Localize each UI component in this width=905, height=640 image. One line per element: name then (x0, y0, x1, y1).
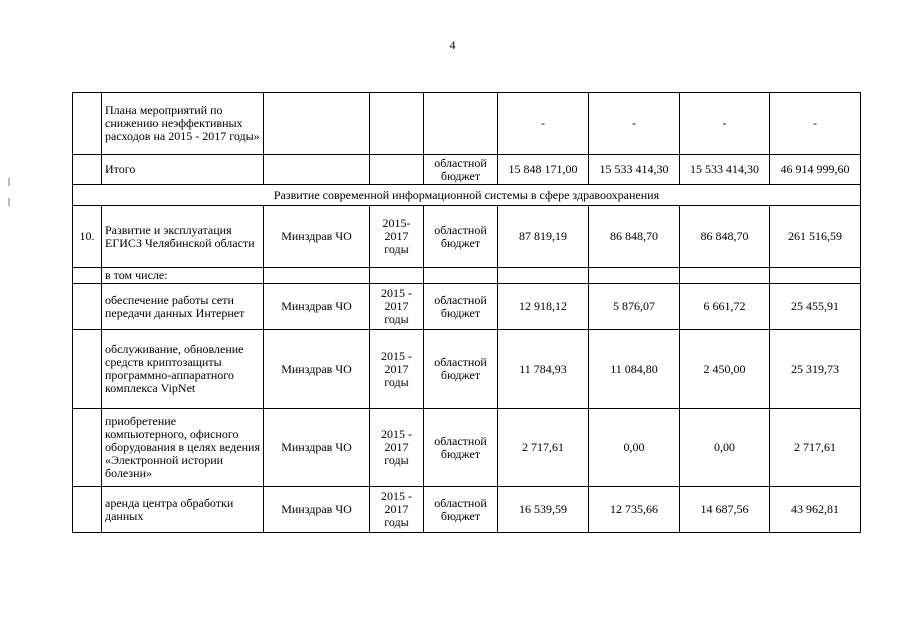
period: 2015 - 2017 годы (370, 487, 424, 533)
value-2016: 5 876,07 (589, 284, 680, 330)
executor: Минздрав ЧО (264, 487, 370, 533)
value-2016: 86 848,70 (589, 206, 680, 268)
value-2016: - (589, 93, 680, 155)
table-row (73, 487, 861, 533)
row-number (73, 487, 102, 533)
value-2016: 15 533 414,30 (589, 155, 680, 185)
value-total: 261 516,59 (770, 206, 861, 268)
value-2017: 14 687,56 (680, 487, 770, 533)
value-2017: 0,00 (680, 409, 770, 487)
period: 2015 - 2017 годы (370, 284, 424, 330)
value-2015: 11 784,93 (498, 330, 589, 409)
value-2016: 11 084,80 (589, 330, 680, 409)
executor (264, 93, 370, 155)
activity-name: Развитие и эксплуатация ЕГИСЗ Челябинской области (102, 206, 264, 268)
value-2017: 6 661,72 (680, 284, 770, 330)
value-total: 43 962,81 (770, 487, 861, 533)
value-2015: 87 819,19 (498, 206, 589, 268)
value-2015: - (498, 93, 589, 155)
table-row (73, 268, 861, 284)
funding-source: областной бюджет (424, 409, 498, 487)
funding-source: областной бюджет (424, 155, 498, 185)
value-2017: - (680, 93, 770, 155)
funding-source (424, 93, 498, 155)
period (370, 93, 424, 155)
section-title: Развитие современной информационной системы в сфере здравоохранения (73, 185, 861, 206)
value-total (770, 268, 861, 284)
value-2017: 2 450,00 (680, 330, 770, 409)
value-2015 (498, 268, 589, 284)
period (370, 155, 424, 185)
value-2016 (589, 268, 680, 284)
value-total: 25 455,91 (770, 284, 861, 330)
activity-name: обслуживание, обновление средств криптозащиты программно-аппаратного комплекса VipNet (102, 330, 264, 409)
value-2016: 12 735,66 (589, 487, 680, 533)
row-number (73, 93, 102, 155)
activity-name: приобретение компьютерного, офисного оборудования в целях ведения «Электронной истории болезни» (102, 409, 264, 487)
row-number (73, 268, 102, 284)
row-number (73, 330, 102, 409)
table-row (73, 155, 861, 185)
value-total: - (770, 93, 861, 155)
row-number (73, 409, 102, 487)
table-row (73, 93, 861, 155)
table-row (73, 206, 861, 268)
table-row (73, 330, 861, 409)
value-total: 46 914 999,60 (770, 155, 861, 185)
executor: Минздрав ЧО (264, 284, 370, 330)
executor: Минздрав ЧО (264, 206, 370, 268)
value-2015: 12 918,12 (498, 284, 589, 330)
value-2016: 0,00 (589, 409, 680, 487)
executor: Минздрав ЧО (264, 330, 370, 409)
executor (264, 268, 370, 284)
value-total: 25 319,73 (770, 330, 861, 409)
row-number (73, 284, 102, 330)
scan-artifact (8, 198, 10, 206)
value-total: 2 717,61 (770, 409, 861, 487)
table-row (73, 284, 861, 330)
value-2015: 2 717,61 (498, 409, 589, 487)
value-2015: 15 848 171,00 (498, 155, 589, 185)
period (370, 268, 424, 284)
activity-name: в том числе: (102, 268, 264, 284)
activity-name: аренда центра обработки данных (102, 487, 264, 533)
executor: Минздрав ЧО (264, 409, 370, 487)
table-row (73, 409, 861, 487)
activity-name: Итого (102, 155, 264, 185)
row-number: 10. (73, 206, 102, 268)
scan-artifact (8, 178, 10, 186)
funding-source: областной бюджет (424, 284, 498, 330)
row-number (73, 155, 102, 185)
funding-source: областной бюджет (424, 206, 498, 268)
activity-name: обеспечение работы сети передачи данных Интернет (102, 284, 264, 330)
period: 2015 - 2017 годы (370, 330, 424, 409)
activity-name: Плана мероприятий по снижению неэффективных расходов на 2015 - 2017 годы» (102, 93, 264, 155)
budget-table (72, 92, 861, 533)
value-2017: 86 848,70 (680, 206, 770, 268)
funding-source: областной бюджет (424, 330, 498, 409)
page-number: 4 (449, 38, 456, 52)
funding-source (424, 268, 498, 284)
value-2017 (680, 268, 770, 284)
period: 2015 - 2017 годы (370, 409, 424, 487)
executor (264, 155, 370, 185)
period: 2015-2017 годы (370, 206, 424, 268)
value-2015: 16 539,59 (498, 487, 589, 533)
section-header-row (73, 185, 861, 206)
funding-source: областной бюджет (424, 487, 498, 533)
value-2017: 15 533 414,30 (680, 155, 770, 185)
